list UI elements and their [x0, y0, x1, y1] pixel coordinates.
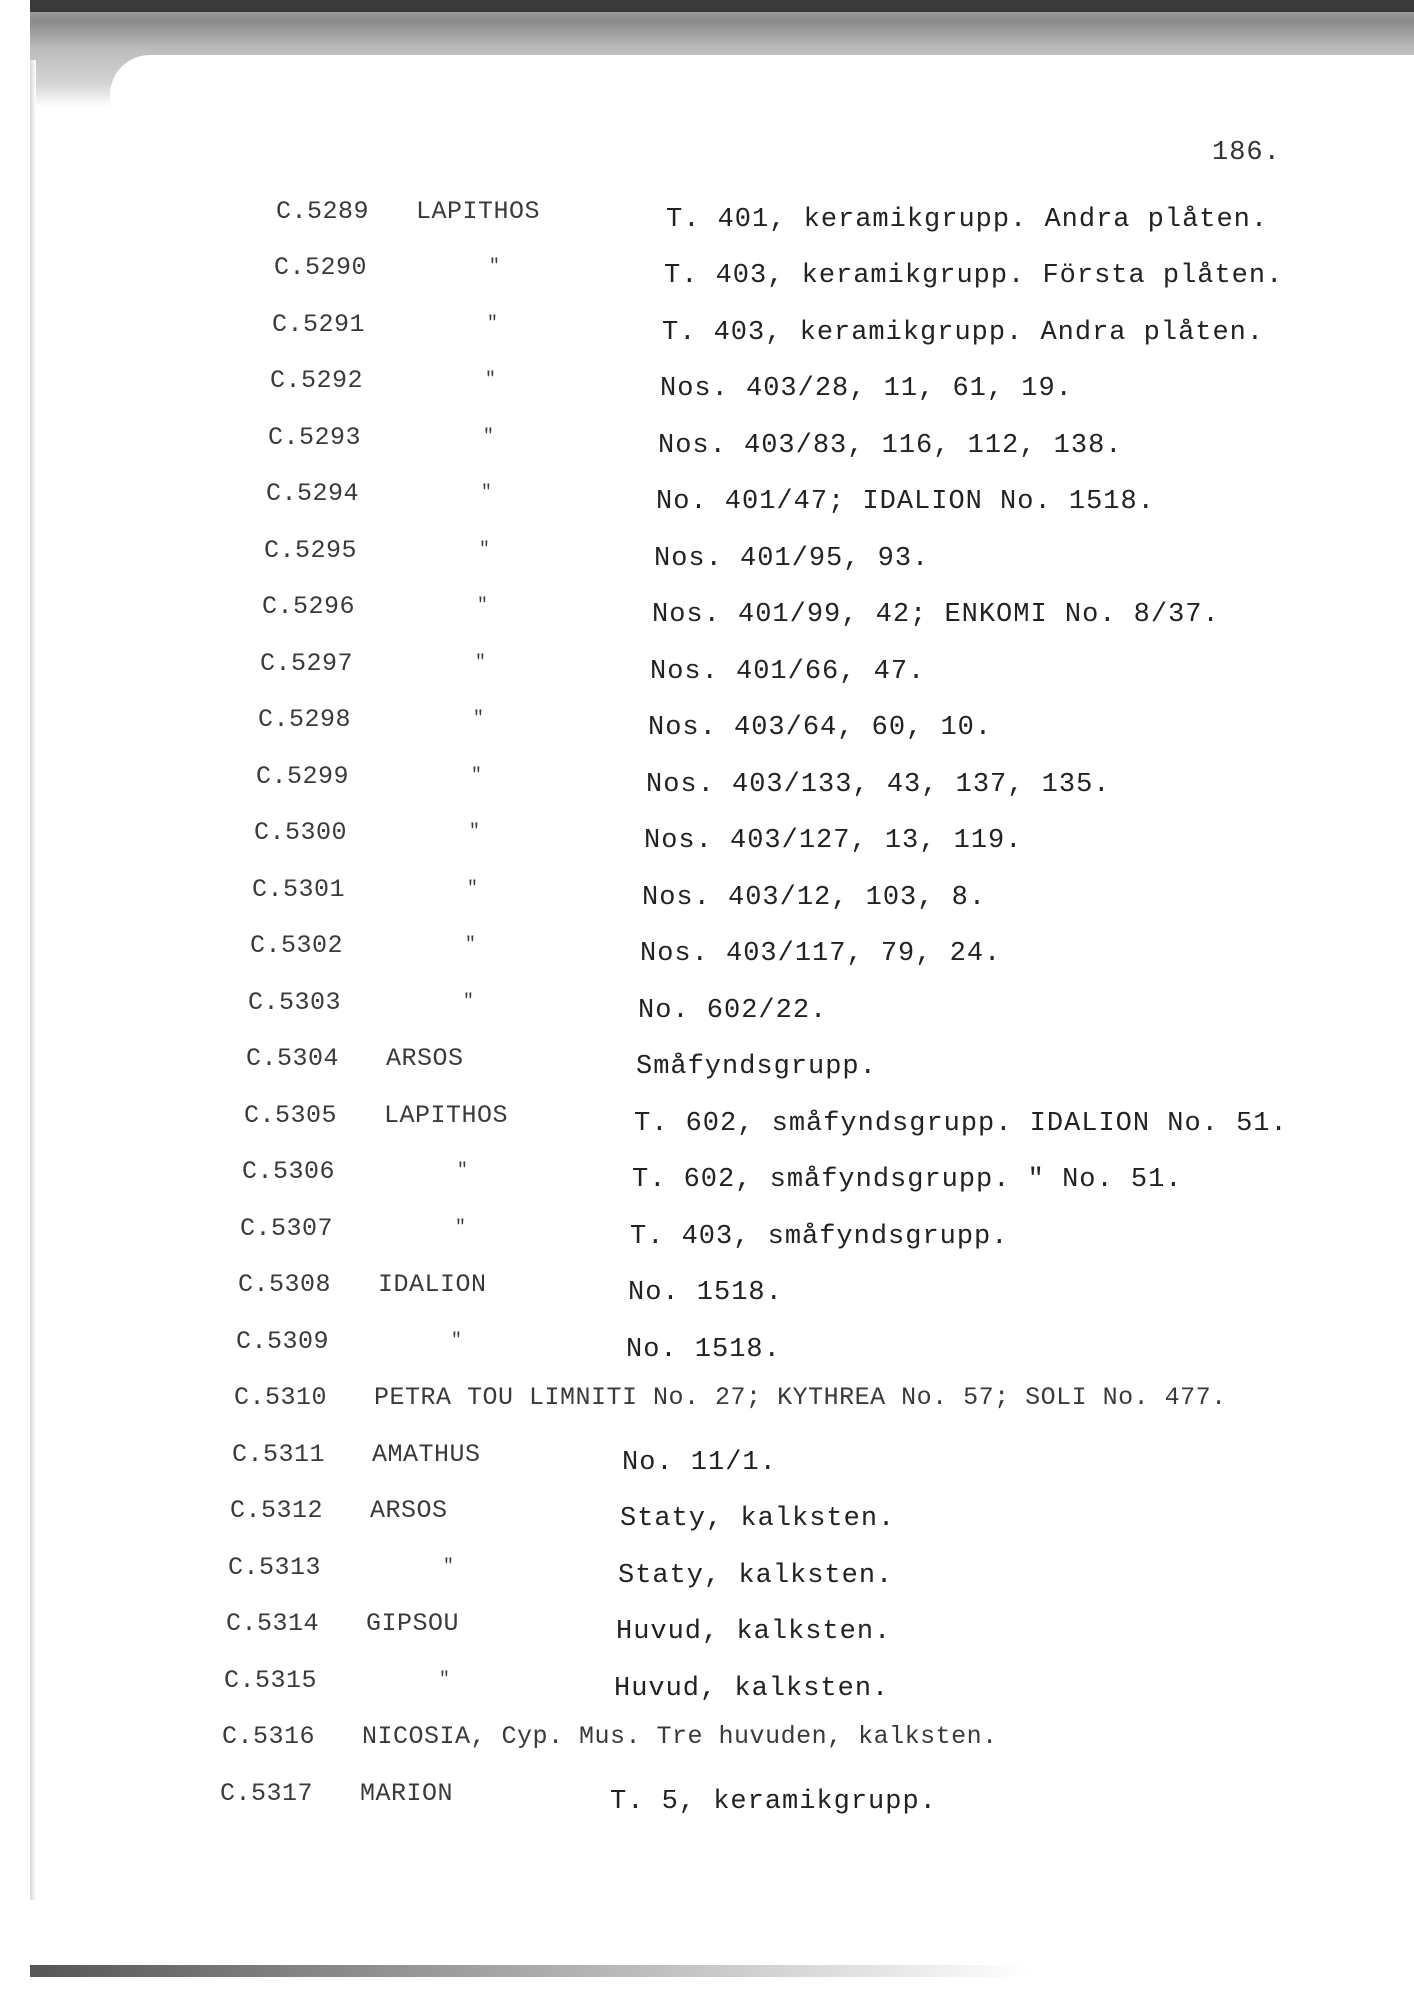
- entry-site: MARION: [360, 1779, 454, 1808]
- entry-description: Nos. 403/133, 43, 137, 135.: [646, 770, 1111, 800]
- entry-description: Nos. 403/64, 60, 10.: [648, 713, 993, 743]
- entry-site: ": [455, 1218, 467, 1238]
- entry-code: C.5314: [226, 1609, 320, 1638]
- entry-code: C.5303: [248, 988, 342, 1017]
- entry-description: Nos. 403/83, 116, 112, 138.: [658, 431, 1123, 461]
- entry-site: ": [473, 709, 485, 729]
- entry-code: C.5307: [240, 1214, 334, 1243]
- entry-site: ": [451, 1331, 463, 1351]
- entry-code: C.5316: [222, 1722, 316, 1751]
- entry-code: C.5298: [258, 705, 352, 734]
- entry-code: C.5294: [266, 479, 360, 508]
- entry-site: ARSOS: [386, 1044, 464, 1073]
- entry-description: T. 403, keramikgrupp. Andra plåten.: [662, 318, 1265, 348]
- entry-site: ": [487, 314, 499, 334]
- entry-description: Staty, kalksten.: [618, 1561, 894, 1591]
- entry-description: No. 401/47; IDALION No. 1518.: [656, 487, 1155, 517]
- entry-description: No. 1518.: [628, 1278, 783, 1308]
- entry-description: T. 602, småfyndsgrupp. " No. 51.: [632, 1165, 1183, 1195]
- entry-site: IDALION: [378, 1270, 487, 1299]
- entry-code: C.5310: [234, 1383, 328, 1412]
- entry-code: C.5291: [272, 310, 366, 339]
- entry-site: ": [465, 935, 477, 955]
- entry-code: C.5304: [246, 1044, 340, 1073]
- entry-site: AMATHUS: [372, 1440, 481, 1469]
- entry-site: ": [489, 257, 501, 277]
- entry-description: T. 5, keramikgrupp.: [610, 1787, 937, 1817]
- entry-site: ": [467, 879, 479, 899]
- entry-site: ": [477, 596, 489, 616]
- entry-site: ": [475, 653, 487, 673]
- entry-code: C.5305: [244, 1101, 338, 1130]
- entry-code: C.5302: [250, 931, 344, 960]
- entry-code: C.5292: [270, 366, 364, 395]
- entry-description: No. 11/1.: [622, 1448, 777, 1478]
- entry-description: Staty, kalksten.: [620, 1504, 896, 1534]
- entry-description: Huvud, kalksten.: [616, 1617, 892, 1647]
- entry-code: C.5313: [228, 1553, 322, 1582]
- entry-site: NICOSIA, Cyp. Mus. Tre huvuden, kalksten.: [362, 1722, 998, 1751]
- entry-site: ": [479, 540, 491, 560]
- entry-description: Nos. 403/12, 103, 8.: [642, 883, 987, 913]
- entry-site: ": [483, 427, 495, 447]
- entry-code: C.5293: [268, 423, 362, 452]
- entry-description: T. 401, keramikgrupp. Andra plåten.: [666, 205, 1269, 235]
- entry-site: ": [439, 1670, 451, 1690]
- entry-site: ": [457, 1161, 469, 1181]
- entry-site: PETRA TOU LIMNITI No. 27; KYTHREA No. 57; SOLI No. 477.: [374, 1383, 1227, 1412]
- entry-code: C.5312: [230, 1496, 324, 1525]
- entry-description: T. 602, småfyndsgrupp. IDALION No. 51.: [634, 1109, 1288, 1139]
- entry-site: ": [463, 992, 475, 1012]
- entry-site: LAPITHOS: [416, 197, 541, 226]
- entry-code: C.5311: [232, 1440, 326, 1469]
- entry-site: ": [471, 766, 483, 786]
- entry-site: ARSOS: [370, 1496, 448, 1525]
- entry-description: Huvud, kalksten.: [614, 1674, 890, 1704]
- entry-description: T. 403, småfyndsgrupp.: [630, 1222, 1009, 1252]
- entry-site: ": [469, 822, 481, 842]
- entry-description: Småfyndsgrupp.: [636, 1052, 877, 1082]
- entry-code: C.5300: [254, 818, 348, 847]
- entry-code: C.5299: [256, 762, 350, 791]
- entry-site: GIPSOU: [366, 1609, 460, 1638]
- entry-code: C.5309: [236, 1327, 330, 1356]
- entry-description: Nos. 403/28, 11, 61, 19.: [660, 374, 1073, 404]
- entry-description: No. 602/22.: [638, 996, 828, 1026]
- entry-description: No. 1518.: [626, 1335, 781, 1365]
- entry-description: Nos. 401/99, 42; ENKOMI No. 8/37.: [652, 600, 1220, 630]
- entry-description: Nos. 403/127, 13, 119.: [644, 826, 1023, 856]
- entry-code: C.5289: [276, 197, 370, 226]
- entry-code: C.5295: [264, 536, 358, 565]
- entry-code: C.5306: [242, 1157, 336, 1186]
- entry-site: ": [485, 370, 497, 390]
- entry-code: C.5296: [262, 592, 356, 621]
- entry-code: C.5317: [220, 1779, 314, 1808]
- entry-site: ": [443, 1557, 455, 1577]
- entry-code: C.5308: [238, 1270, 332, 1299]
- entry-description: Nos. 401/95, 93.: [654, 544, 930, 574]
- entry-code: C.5315: [224, 1666, 318, 1695]
- entry-description: Nos. 403/117, 79, 24.: [640, 939, 1002, 969]
- entry-site: LAPITHOS: [384, 1101, 509, 1130]
- entry-code: C.5297: [260, 649, 354, 678]
- entry-code: C.5290: [274, 253, 368, 282]
- page-number: 186.: [1212, 138, 1281, 168]
- entry-site: ": [481, 483, 493, 503]
- entry-description: Nos. 401/66, 47.: [650, 657, 926, 687]
- entry-description: T. 403, keramikgrupp. Första plåten.: [664, 261, 1284, 291]
- entry-code: C.5301: [252, 875, 346, 904]
